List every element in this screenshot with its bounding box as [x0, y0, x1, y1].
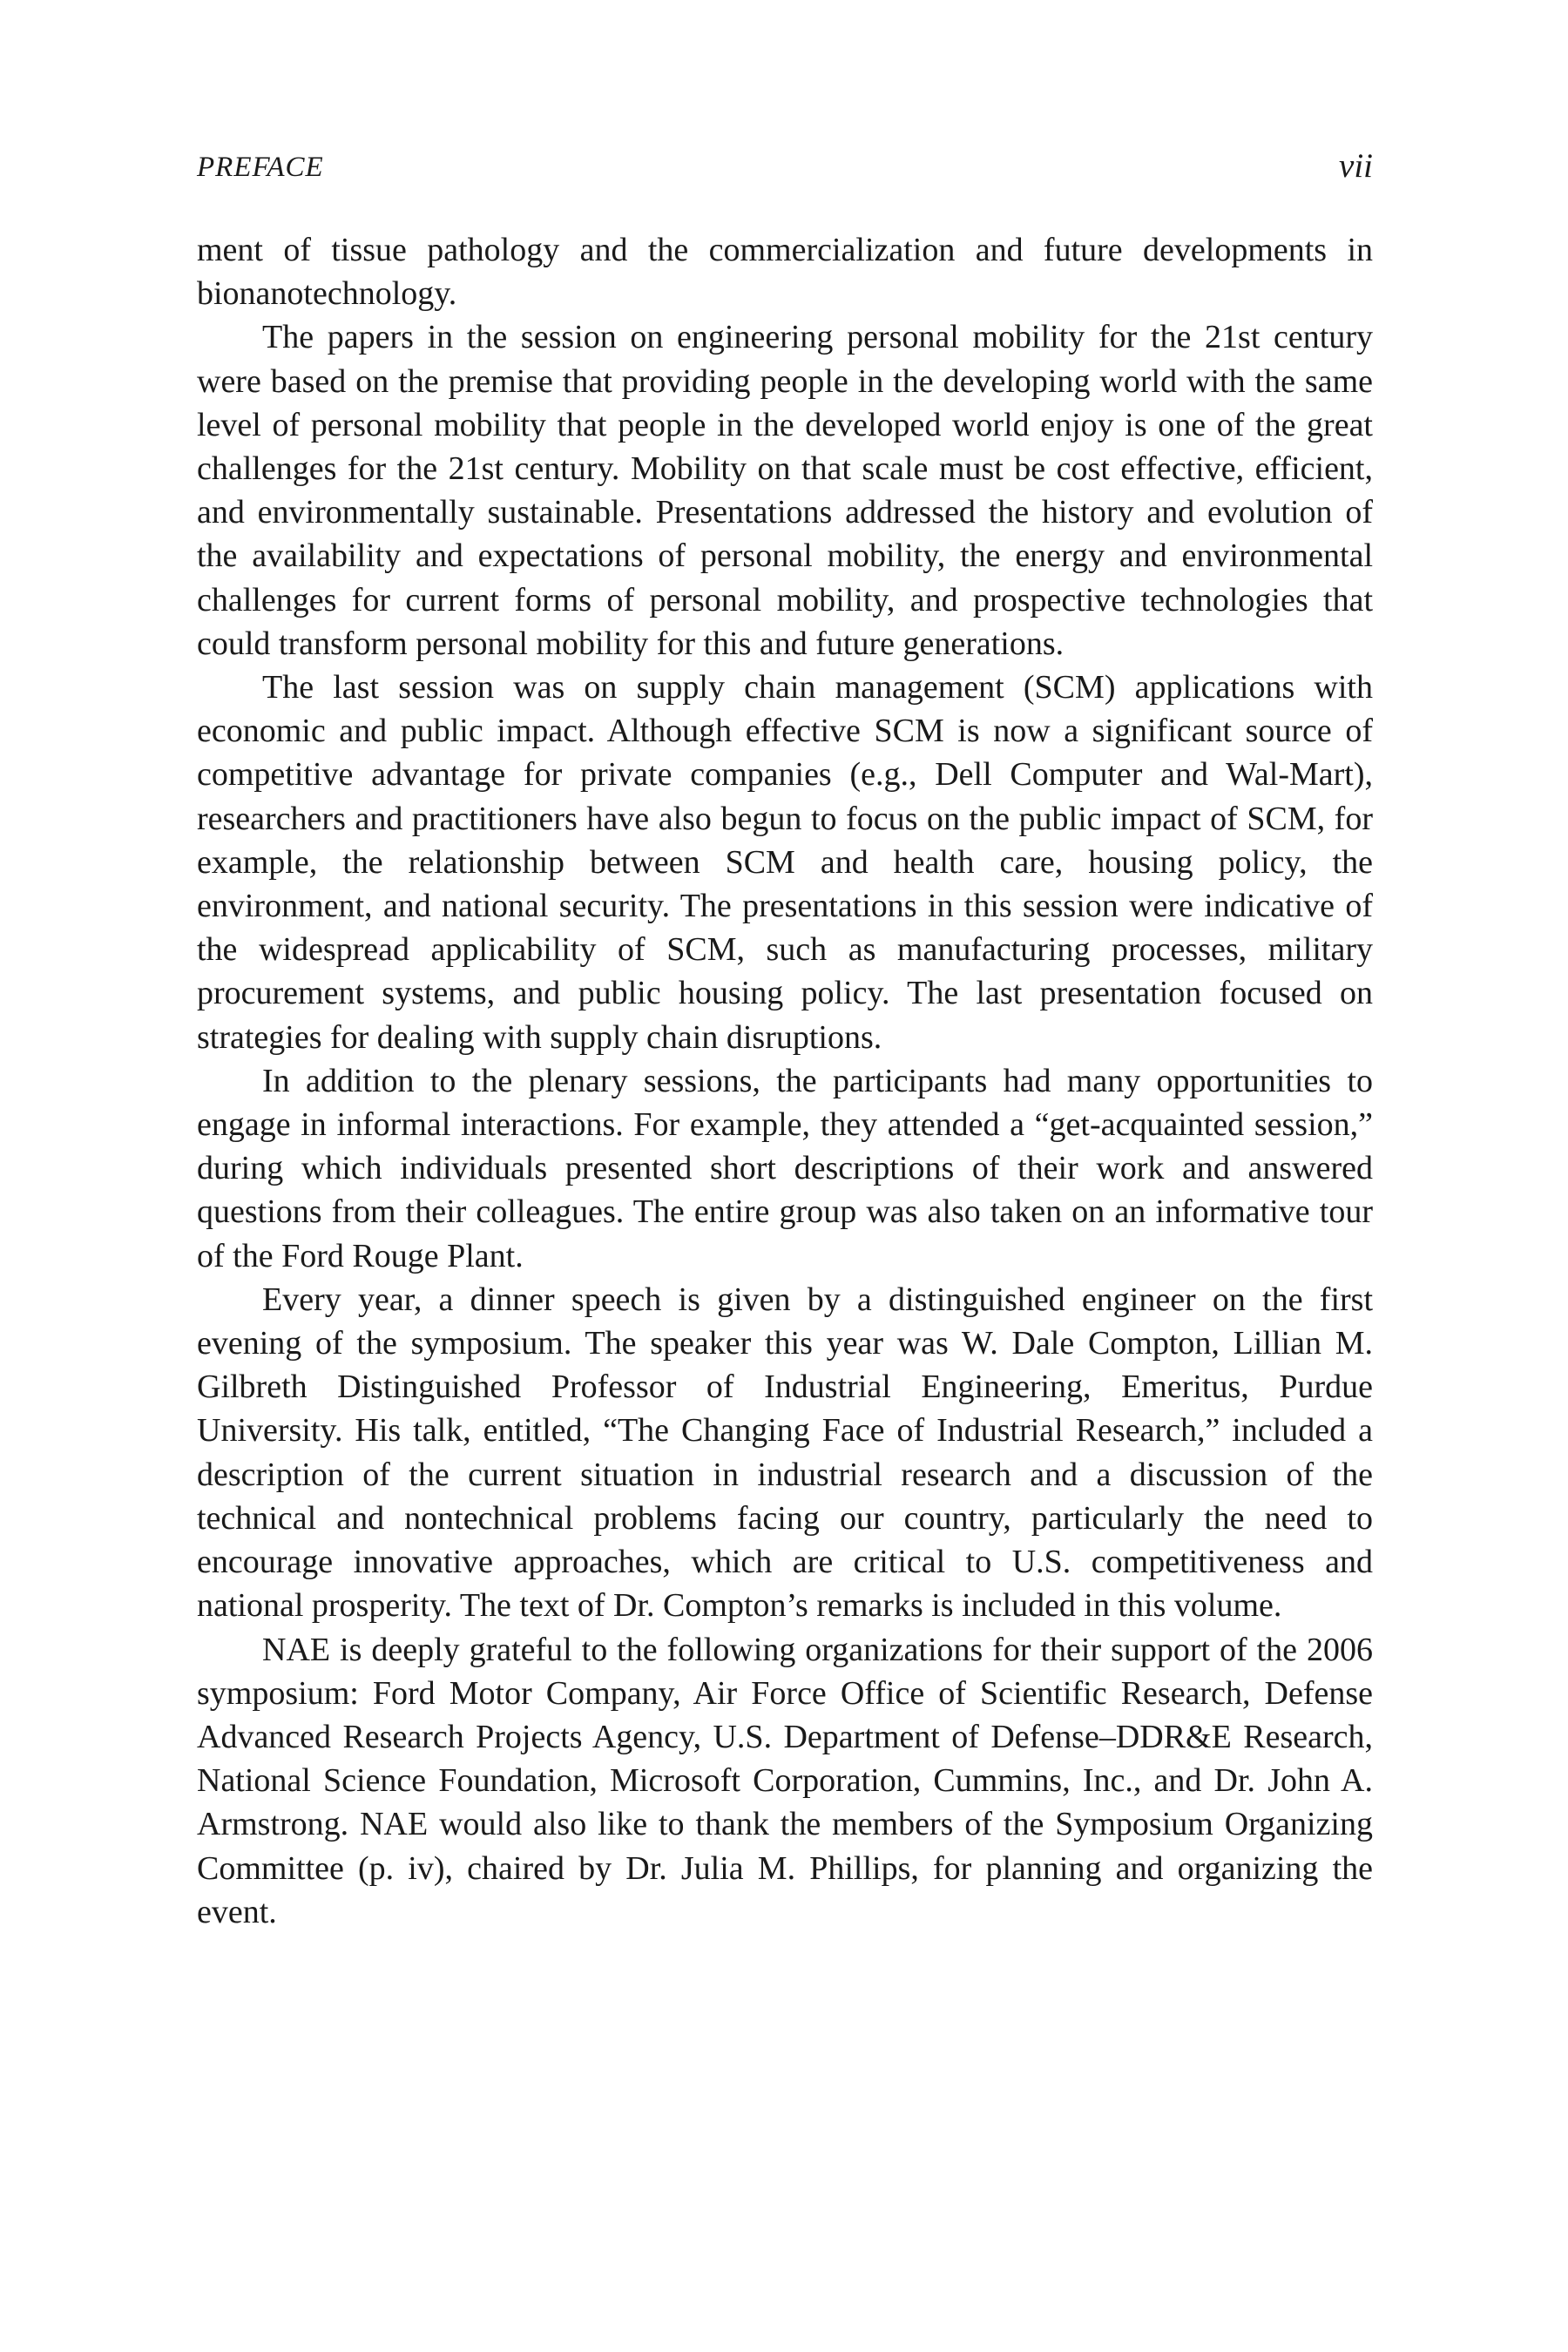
body-text	[197, 228, 1373, 1934]
paragraph-acknowledgments: NAE is deeply grateful to the following organizations for their support of the 2006 symposium: Ford Motor Company, Air Force Office of Scientific Research, Defense Advanced Research Projects Agency, U.S. Department of Defense–DDR&E Research, National Science Foundation, Microsoft Corporation, Cummins, Inc., and Dr. John A. Armstrong. NAE would also like to thank the members of the Symposium Organizing Committee (p. iv), chaired by Dr. Julia M. Phillips, for planning and organizing the event.	[197, 1631, 1373, 1930]
section-title: PREFACE	[197, 152, 324, 183]
running-head	[197, 146, 1373, 190]
paragraph-personal-mobility: The papers in the session on engineering personal mobility for the 21st century were based on the premise that providing people in the developing world with the same level of personal mobility that people in the developed world enjoy is one of the great challenges for the 21st century. Mobility on that scale must be cost effective, efficient, and environmentally sustainable. Presentations addressed the history and evolution of the availability and expectations of personal mobility, the energy and environmental challenges for current forms of personal mobility, and prospective technologies that could transform personal mobility for this and future generations.	[197, 319, 1373, 662]
paragraph-informal-interactions: In addition to the plenary sessions, the participants had many opportunities to engage in informal interactions. For example, they attended a “get-acquainted session,” during which individuals presented short descriptions of their work and answered questions from their colleagues. The entire group was also taken on an informative tour of the Ford Rouge Plant.	[197, 1062, 1373, 1274]
paragraph-supply-chain: The last session was on supply chain management (SCM) applications with economic and public impact. Although effective SCM is now a significant source of competitive advantage for private companies (e.g., Dell Computer and Wal-Mart), researchers and practitioners have also begun to focus on the public impact of SCM, for example, the relationship between SCM and health care, housing policy, the environment, and national security. The presentations in this session were indicative of the widespread applicability of SCM, such as manufacturing processes, military procurement systems, and public housing policy. The last presentation focused on strategies for dealing with supply chain disruptions.	[197, 669, 1373, 1056]
paragraph-continuation: ment of tissue pathology and the commercialization and future developments in bionanotechnology.	[197, 232, 1373, 313]
paragraph-dinner-speech: Every year, a dinner speech is given by a distinguished engineer on the first evening of the symposium. The speaker this year was W. Dale Compton, Lillian M. Gilbreth Distinguished Professor of Industrial Engineering, Emeritus, Purdue University. His talk, entitled, “The Changing Face of Industrial Research,” included a description of the current situation in industrial research and a discussion of the technical and nontechnical problems facing our country, particularly the need to encourage innovative approaches, which are critical to U.S. competitiveness and national prosperity. The text of Dr. Compton’s remarks is included in this volume.	[197, 1281, 1373, 1625]
page-number: vii	[1339, 147, 1373, 185]
